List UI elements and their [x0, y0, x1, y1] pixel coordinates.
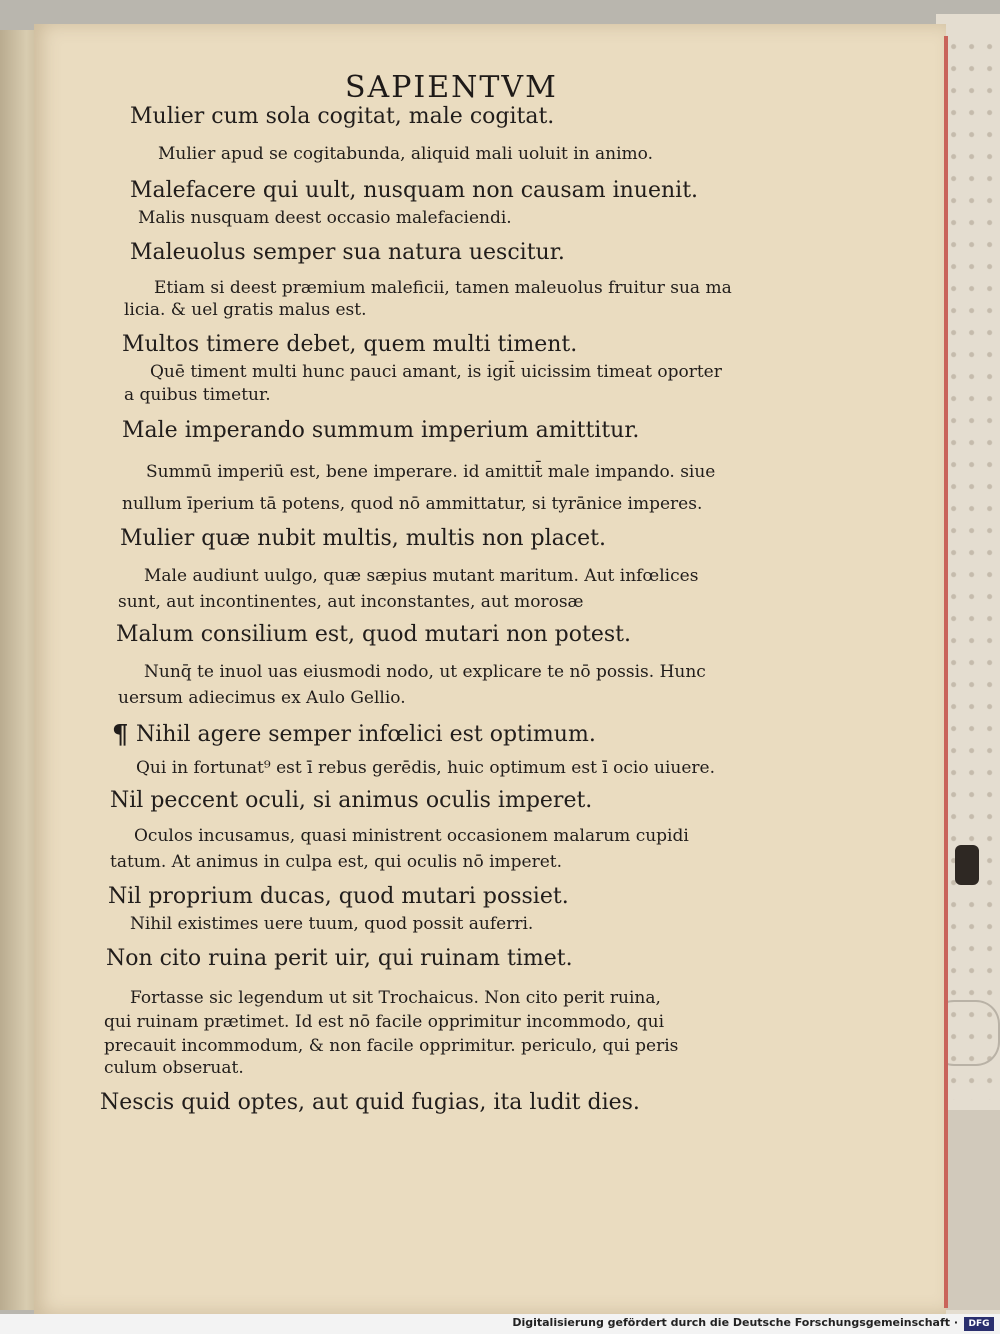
- maxim-line: Nil peccent oculi, si animus oculis imperet.: [110, 788, 593, 813]
- maxim-line: Male imperando summum imperium amittitur.: [122, 418, 640, 443]
- maxim-line: Nescis quid optes, aut quid fugias, ita ludit dies.: [100, 1090, 640, 1115]
- cover-foxing: [950, 40, 1000, 1100]
- maxim-line: Malefacere qui uult, nusquam non causam inuenit.: [130, 178, 699, 203]
- maxim-line: Malum consilium est, quod mutari non potest.: [116, 622, 631, 647]
- maxim-line: Mulier quæ nubit multis, multis non placet.: [120, 526, 606, 551]
- commentary-line: Etiam si deest præmium maleficii, tamen maleuolus fruitur sua ma: [154, 278, 732, 298]
- funding-credit: Digitalisierung gefördert durch die Deutsche Forschungsgemeinschaft ·: [512, 1316, 958, 1329]
- dfg-logo: DFG: [964, 1317, 994, 1331]
- commentary-line: Male audiunt uulgo, quæ sæpius mutant maritum. Aut infœlices: [144, 566, 699, 586]
- commentary-line: Malis nusquam deest occasio malefaciendi.: [138, 208, 512, 228]
- red-page-edge: [944, 36, 948, 1308]
- pilcrow-icon: ¶: [112, 720, 129, 750]
- commentary-line: nullum īperium tā potens, quod nō ammittatur, si tyrānice imperes.: [122, 494, 703, 514]
- commentary-line: a quibus timetur.: [124, 385, 271, 405]
- commentary-line: Nihil existimes uere tuum, quod possit auferri.: [130, 914, 534, 934]
- cover-bottom: [942, 1110, 1000, 1310]
- maxim-line: Nihil agere semper infœlici est optimum.: [136, 722, 596, 747]
- maxim-line: Nil proprium ducas, quod mutari possiet.: [108, 884, 569, 909]
- maxim-line: Non cito ruina perit uir, qui ruinam timet.: [106, 946, 573, 971]
- commentary-line: culum obseruat.: [104, 1058, 244, 1078]
- commentary-line: sunt, aut incontinentes, aut inconstantes, aut morosæ: [118, 592, 584, 612]
- commentary-line: tatum. At animus in culpa est, qui oculis nō imperet.: [110, 852, 563, 872]
- maxim-line: Maleuolus semper sua natura uescitur.: [130, 240, 565, 265]
- commentary-line: precauit incommodum, & non facile opprimitur. periculo, qui peris: [104, 1036, 679, 1056]
- commentary-line: Nunq̄ te inuol uas eiusmodi nodo, ut explicare te nō possis. Hunc: [144, 662, 706, 682]
- commentary-line: Summū imperiū est, bene imperare. id amittit̄ male impando. siue: [146, 462, 716, 482]
- commentary-line: Qui in fortunat⁹ est ī rebus gerēdis, huic optimum est ī ocio uiuere.: [136, 758, 715, 778]
- page-header: SAPIENTVM: [345, 70, 558, 105]
- commentary-line: uersum adiecimus ex Aulo Gellio.: [118, 688, 406, 708]
- commentary-line: licia. & uel gratis malus est.: [124, 300, 367, 320]
- commentary-line: Oculos incusamus, quasi ministrent occasionem malarum cupidi: [134, 826, 689, 846]
- commentary-line: Fortasse sic legendum ut sit Trochaicus. Non cito perit ruina,: [130, 988, 661, 1008]
- footer-bar: [0, 1314, 1000, 1334]
- maxim-line: Multos timere debet, quem multi timent.: [122, 332, 578, 357]
- commentary-line: Mulier apud se cogitabunda, aliquid mali uoluit in animo.: [158, 144, 654, 164]
- cover-damage-mark: [955, 845, 979, 885]
- commentary-line: Quē timent multi hunc pauci amant, is igit̄ uicissim timeat oporter: [150, 362, 722, 382]
- maxim-line: Mulier cum sola cogitat, male cogitat.: [130, 104, 555, 129]
- commentary-line: qui ruinam prætimet. Id est nō facile opprimitur incommodo, qui: [104, 1012, 665, 1032]
